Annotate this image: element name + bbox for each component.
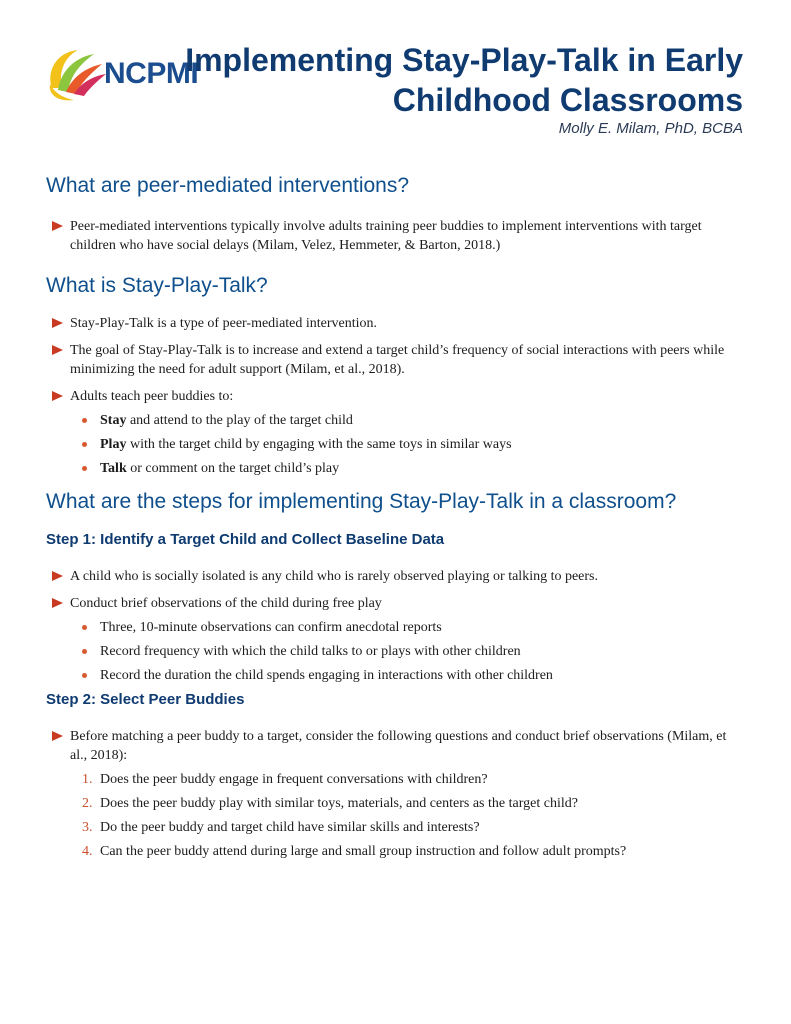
dot-bullet-icon — [82, 418, 87, 423]
numbered-item: 2. Does the peer buddy play with similar toys, materials, and centers as the target child? — [82, 796, 578, 811]
sub-list-item: Play with the target child by engaging with the same toys in similar ways — [70, 435, 746, 454]
item-number: 1. — [82, 772, 93, 787]
sub-list — [70, 618, 746, 685]
item-number: 4. — [82, 844, 93, 859]
arrow-bullet-icon — [52, 571, 63, 581]
arrow-bullet-icon — [52, 731, 63, 741]
numbered-list — [70, 770, 746, 861]
bullet-list — [46, 567, 746, 685]
sub-list-item: Record the duration the child spends engaging in interactions with other children — [70, 666, 746, 685]
arrow-bullet-icon — [52, 345, 63, 355]
list-item: Peer-mediated interventions typically involve adults training peer buddies to implement interventions with target children who have social delays (Milam, Velez, Hemmeter, & Barton, 2018.) — [46, 217, 746, 255]
step2-heading: Step 2: Select Peer Buddies — [46, 691, 245, 708]
bullet-list — [46, 217, 746, 255]
dot-bullet-icon — [82, 625, 87, 630]
list-item: Conduct brief observations of the child during free play Three, 10-minute observations can confirm anecdotal reports Record frequency with which the child talks to or plays with other children Record the duration the child spends engaging in interactions with other children — [46, 594, 746, 685]
arrow-bullet-icon — [52, 598, 63, 608]
logo-wordmark: NCPMI — [104, 57, 199, 90]
arrow-bullet-icon — [52, 318, 63, 328]
ncpmi-logo — [44, 44, 204, 106]
bullet-list — [46, 314, 746, 478]
page-title: Implementing Stay-Play-Talk in Early Childhood Classrooms — [185, 42, 743, 118]
arrow-bullet-icon — [52, 391, 63, 401]
list-item: Adults teach peer buddies to: Stay and attend to the play of the target child Play with the target child by engaging with the same toys in similar ways Talk or comment on the target child’s play — [46, 387, 746, 478]
sub-list-item: Talk or comment on the target child’s play — [70, 459, 746, 478]
list-item: Before matching a peer buddy to a target, consider the following questions and conduct brief observations (Milam, et al., 2018): 1. Does the peer buddy engage in frequent conversations with children? 2. Does the peer buddy play with similar toys, materials, and centers as the target child? 3. Do the peer buddy and target child have similar skills and interests? 4. Can the peer buddy attend during large and small group instruction and follow adult prompts? — [46, 727, 746, 861]
step1-heading: Step 1: Identify a Target Child and Collect Baseline Data — [46, 531, 445, 548]
sub-list-item: Three, 10-minute observations can confirm anecdotal reports — [70, 618, 746, 637]
numbered-item: 1. Does the peer buddy engage in frequent conversations with children? — [82, 772, 488, 787]
arrow-bullet-icon — [52, 221, 63, 231]
dot-bullet-icon — [82, 442, 87, 447]
dot-bullet-icon — [82, 466, 87, 471]
author-byline: Molly E. Milam, PhD, BCBA — [558, 120, 743, 137]
item-number: 3. — [82, 820, 93, 835]
item-number: 2. — [82, 796, 93, 811]
dot-bullet-icon — [82, 673, 87, 678]
sub-list-item: Stay and attend to the play of the target child — [70, 411, 746, 430]
numbered-item: 4. Can the peer buddy attend during large and small group instruction and follow adult prompts? — [82, 844, 627, 859]
section-heading-peer-mediated: What are peer-mediated interventions? — [46, 174, 410, 197]
bullet-list — [46, 727, 746, 861]
sub-list — [70, 411, 746, 478]
list-item: A child who is socially isolated is any child who is rarely observed playing or talking to peers. — [46, 567, 746, 586]
numbered-item: 3. Do the peer buddy and target child have similar skills and interests? — [82, 820, 480, 835]
section-heading-what-is-spt: What is Stay-Play-Talk? — [46, 274, 268, 297]
list-item: The goal of Stay-Play-Talk is to increase and extend a target child’s frequency of social interactions with peers while minimizing the need for adult support (Milam, et al., 2018). — [46, 341, 746, 379]
document-body — [46, 172, 746, 866]
dot-bullet-icon — [82, 649, 87, 654]
list-item: Stay-Play-Talk is a type of peer-mediated intervention. — [46, 314, 746, 333]
sub-list-item: Record frequency with which the child talks to or plays with other children — [70, 642, 746, 661]
section-heading-steps: What are the steps for implementing Stay-Play-Talk in a classroom? — [46, 490, 677, 513]
